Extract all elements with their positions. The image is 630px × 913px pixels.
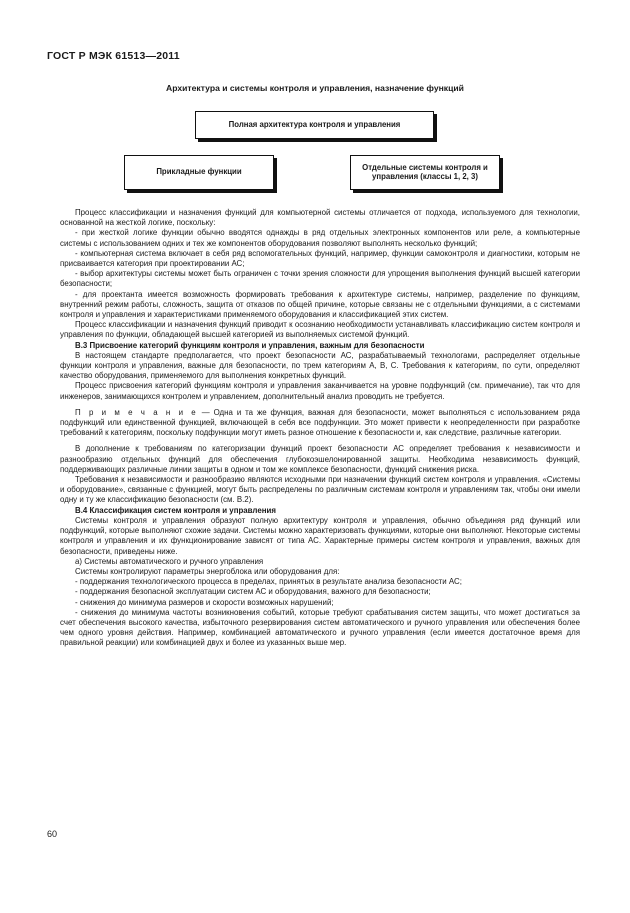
applied-functions-label: Прикладные функции [156, 167, 242, 177]
separate-systems-box [350, 155, 500, 190]
paragraph: - поддержания технологического процесса в пределах, принятых в результате анализа безопасности АС; [75, 577, 462, 587]
paragraph: Процесс классификации и назначения функций приводит к осознанию необходимости устанавливать классификацию систем контроля и управления по функции, обладающей высшей категорией из выполняемых системой функций. [60, 320, 580, 340]
section-heading-b3: В.3 Присвоение категорий функциям контроля и управления, важным для безопасности [75, 340, 425, 350]
note-label: П р и м е ч а н и е [75, 407, 198, 417]
note-text: — Одна и та же функция, важная для безопасности, может выполняться с использованием ряда подфункций или единственной функцией, включающей в себя все подфункции. Это может привести к неопределенности при разработке требований к категориям, поскольку подфункции могут иметь разное отношение к безопасности и, как следствие, различные категории. [60, 407, 580, 438]
paragraph: - компьютерная система включает в себя ряд вспомогательных функций, например, функции самоконтроля и диагностики, которым не присваивается категория при проектировании АС; [60, 248, 580, 269]
paragraph: Требования к независимости и разнообразию являются исходными при назначении функций систем контроля и управления. «Системы и оборудование», связанные с функцией, могут быть распределены по различным системам контроля и управлениям так, чтобы они имели одну и ту же классификацию безопасности (см. В.2). [60, 475, 580, 505]
paragraph: - снижения до минимума частоты возникновения событий, которые требуют срабатывания систем защиты, что может достигаться за счет обеспечения высокого качества, избыточного резервирования систем автоматического и ручного управления или обеспечения более чем одного уровня действия. Например, комбинацией автоматического и ручного управления (если имеется достаточное время для правильной реакции) или комбинацией двух и более из указанных выше мер. [60, 607, 580, 648]
paragraph: - выбор архитектуры системы может быть ограничен с точки зрения сложности для упрощения выполнения функций высшей категории безопасности; [60, 269, 580, 289]
full-architecture-box [195, 111, 434, 139]
paragraph: - при жесткой логике функции обычно вводятся однажды в ряд отдельных электронных компонентов или реле, а компьютерные системы с использованием одних и тех же компонентов оборудования позволяют выполнять несколько функций; [60, 228, 580, 248]
paragraph: В настоящем стандарте предполагается, что проект безопасности АС, разрабатываемый технологами, распределяет отдельные функции контроля и управления, важные для безопасности, по трем категориям А, В, С. Требования к категориям, по сути, определяют качество оборудования, применяемого для выполнения конкретных функций. [60, 350, 580, 381]
paragraph: Системы контроля и управления образуют полную архитектуру контроля и управления, обычно объединяя ряд функций или подфункций, которые выполняют схожие задачи. Системы можно характеризовать функциями, которые они выполняют. Некоторые системы контроля и управления и их функционирование зависят от типа АС. Характерные примеры систем контроля и управления, важных для безопасности, приведены ниже. [60, 515, 580, 556]
paragraph: - поддержания безопасной эксплуатации систем АС и оборудования, важного для безопасности; [75, 587, 431, 597]
full-architecture-label: Полная архитектура контроля и управления [228, 119, 401, 129]
paragraph: а) Системы автоматического и ручного управления [75, 556, 264, 566]
separate-systems-label: Отдельные системы контроля и управления (классы 1, 2, 3) [362, 162, 488, 181]
document-header: ГОСТ Р МЭК 61513—2011 [47, 50, 180, 62]
page-number: 60 [47, 829, 58, 839]
note [60, 408, 580, 439]
applied-functions-box [124, 155, 274, 190]
paragraph: Процесс классификации и назначения функций для компьютерной системы отличается от подхода, используемого для технологии, основанной на жесткой логике, поскольку: [60, 208, 580, 228]
body-text [60, 208, 580, 649]
paragraph: - для проектанта имеется возможность формировать требования к архитектуре системы, например, разделение по функциям, внутренний режим работы, сложность, защита от отказов по общей причине, которые связаны не с отдельными функциями, а с системами контроля и управления и характеристиками применяемого оборудования и классификацией этих систем. [60, 289, 580, 320]
diagram-title: Архитектура и системы контроля и управления, назначение функций [166, 83, 464, 93]
paragraph: Системы контролируют параметры энергоблока или оборудования для: [75, 566, 340, 576]
paragraph: В дополнение к требованиям по категоризации функций проект безопасности АС определяет требования к независимости и разнообразию отдельных функций для обеспечения глубокоэшелонированной защиты. Необходима независимость функций, поддерживающих различные линии защиты в одном и том же комплексе безопасности, функций снижения риска. [60, 444, 580, 474]
section-heading-b4: В.4 Классификация систем контроля и управления [75, 505, 276, 515]
paragraph: Процесс присвоения категорий функциям контроля и управления заканчивается на уровне подфункций (см. примечание), так что для инженеров, занимающихся контролем и управлением, дополнительный анализ проводить не требуется. [60, 381, 580, 401]
paragraph: - снижения до минимума размеров и скорости возможных нарушений; [75, 597, 334, 607]
